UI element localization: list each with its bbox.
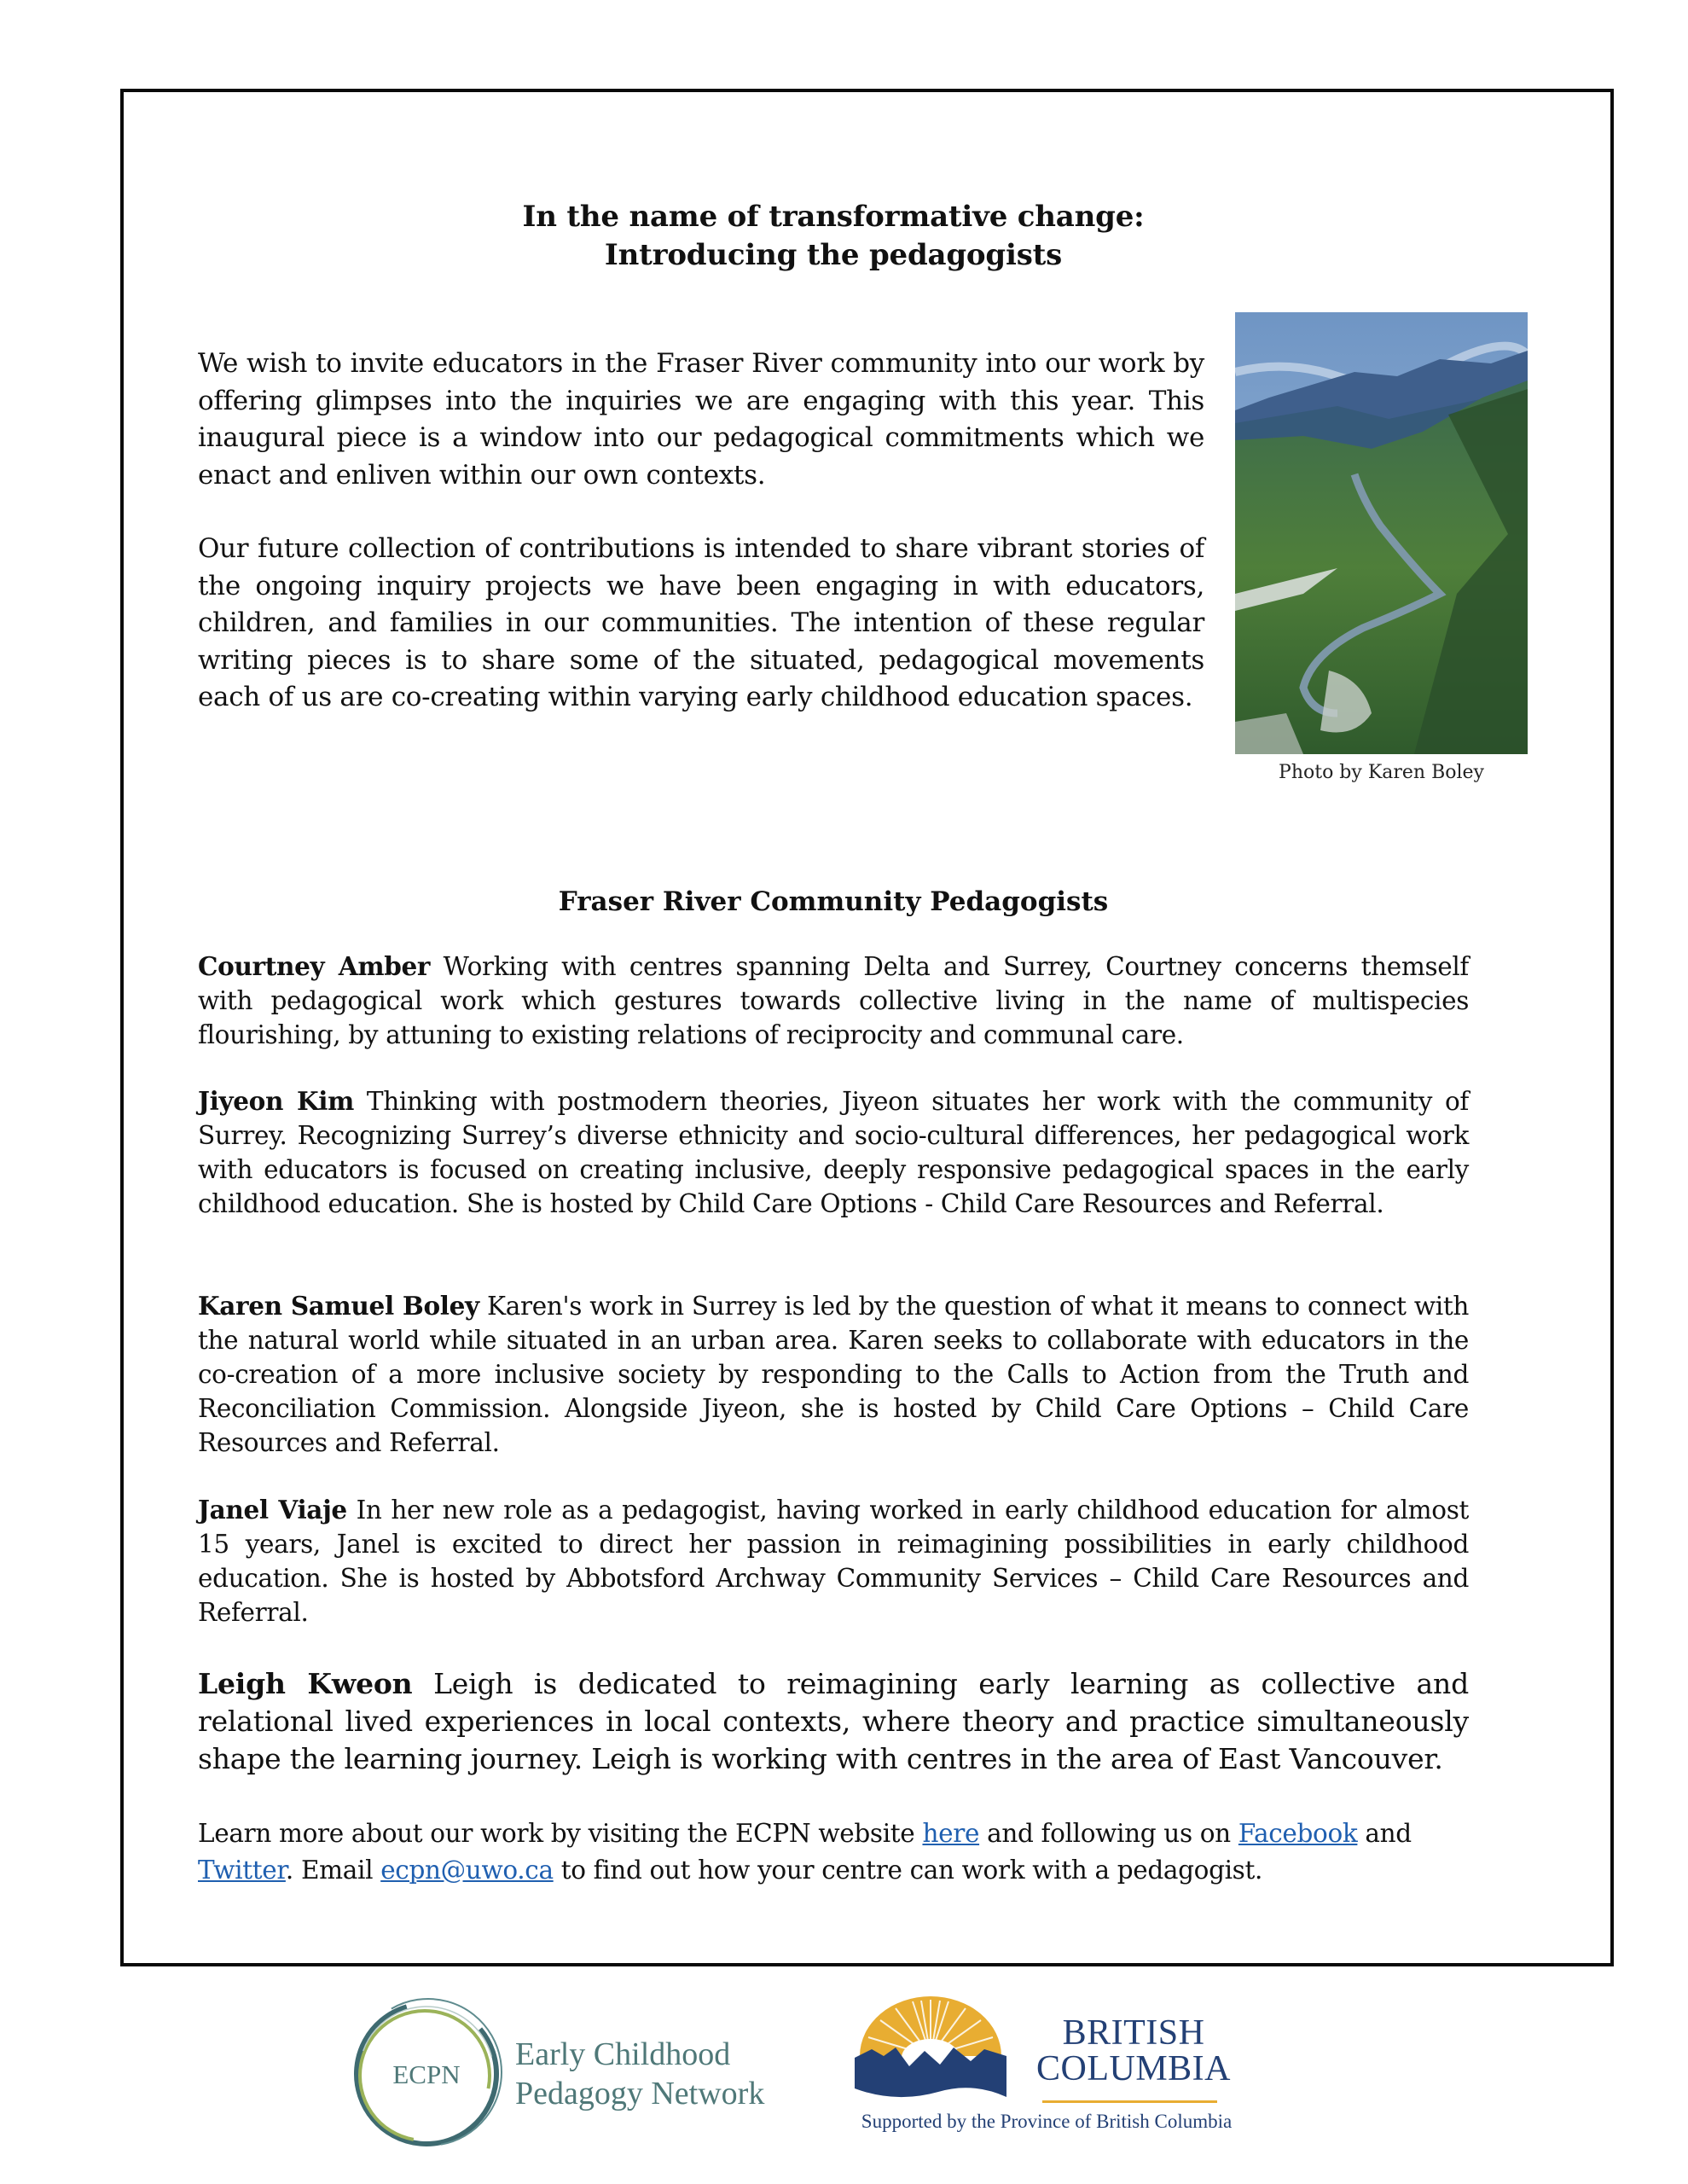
- bc-gold-rule: [1042, 2100, 1217, 2103]
- river-valley-photo: [1235, 312, 1528, 754]
- contact-paragraph: [198, 1815, 1469, 1889]
- bio-leigh-kweon: [198, 1665, 1469, 1778]
- landscape-image-icon: [1235, 312, 1528, 754]
- title-line-1: In the name of transformative change:: [522, 200, 1145, 234]
- bio-janel-viaje: [198, 1493, 1469, 1629]
- bio-jiyeon-kim: [198, 1084, 1469, 1221]
- footer-text: and following us on: [979, 1819, 1238, 1848]
- svg-text:ECPN: ECPN: [392, 2059, 461, 2089]
- pedagogist-name: Leigh Kweon: [198, 1667, 413, 1700]
- pedagogist-bio: In her new role as a pedagogist, having worked in early childhood education for almost 15 years, Janel is excited to direct her passion in reimagining possibilities in early childhood education. She is hosted by Abbotsford Archway Community Services – Child Care Resources and Referral.: [198, 1496, 1469, 1627]
- page-title: [198, 198, 1469, 275]
- pedagogist-bio: Working with centres spanning Delta and Surrey, Courtney concerns themself with pedagogical work which gestures towards collective living in the name of multispecies flourishing, by attuning to existing relations of reciprocity and communal care.: [198, 952, 1470, 1049]
- facebook-link[interactable]: Facebook: [1238, 1819, 1358, 1848]
- ecpn-website-link[interactable]: here: [922, 1819, 980, 1848]
- bc-name-line-2: COLUMBIA: [1035, 2049, 1231, 2088]
- pedagogist-name: Courtney Amber: [198, 951, 431, 981]
- footer-text: Learn more about our work by visiting the ECPN website: [198, 1819, 923, 1848]
- intro-text-2: Our future collection of contributions is intended to share vibrant stories of the ongoing inquiry projects we have been engaging in with educators, children, and families in our communities. The intention of these regular writing pieces is to share some of the situated, pedagogical movements each of us are co-creating within varying early childhood education spaces.: [198, 533, 1204, 712]
- twitter-link[interactable]: Twitter: [198, 1856, 286, 1885]
- intro-text-1: We wish to invite educators in the Fraser River community into our work by offering glimpses into the inquiries we are engaging with this year. This inaugural piece is a window into our pedagogical commitments which we enact and enliven within our own contexts.: [198, 348, 1204, 491]
- pedagogist-bio: Leigh is dedicated to reimagining early learning as collective and relational lived experiences in local contexts, where theory and practice simultaneously shape the learning journey. Leigh is working with centres in the area of East Vancouver.: [198, 1667, 1470, 1775]
- footer-text: and: [1357, 1819, 1412, 1848]
- footer-text: . Email: [285, 1856, 381, 1885]
- intro-paragraph-1: [198, 346, 1204, 494]
- bc-support-text: Supported by the Province of British Columbia: [861, 2111, 1233, 2132]
- footer-text: to find out how your centre can work with a pedagogist.: [553, 1856, 1263, 1885]
- ecpn-name-line-1: Early Childhood: [515, 2036, 731, 2072]
- ecpn-name-line-2: Pedagogy Network: [515, 2076, 765, 2111]
- ecpn-name: [515, 2035, 764, 2113]
- title-line-2: Introducing the pedagogists: [604, 238, 1063, 272]
- bc-sun-mountain-icon: [853, 1996, 1008, 2103]
- bio-karen-samuel-boley: [198, 1289, 1469, 1460]
- section-heading: Fraser River Community Pedagogists: [558, 886, 1109, 917]
- bio-courtney-amber: [198, 950, 1469, 1052]
- pedagogist-bio: Thinking with postmodern theories, Jiyeon situates her work with the community of Surrey. Recognizing Surrey’s diverse ethnicity and socio-cultural differences, her pedagogical work with educators is focused on creating inclusive, deeply responsive pedagogical spaces in the early childhood education. She is hosted by Child Care Options - Child Care Resources and Referral.: [198, 1087, 1470, 1218]
- pedagogist-name: Karen Samuel Boley: [198, 1291, 479, 1321]
- pedagogist-name: Jiyeon Kim: [198, 1086, 354, 1116]
- intro-paragraph-2: [198, 531, 1204, 717]
- ecpn-logo-icon: [345, 1993, 508, 2155]
- pedagogist-bio: Karen's work in Surrey is led by the question of what it means to connect with the natural world while situated in an urban area. Karen seeks to collaborate with educators in the co-creation of a more inclusive society by responding to the Calls to Action from the Truth and Reconciliation Commission. Alongside Jiyeon, she is hosted by Child Care Options – Child Care Resources and Referral.: [198, 1292, 1469, 1457]
- pedagogist-name: Janel Viaje: [198, 1495, 347, 1525]
- bc-wordmark: [1035, 2015, 1232, 2087]
- email-link[interactable]: ecpn@uwo.ca: [380, 1856, 554, 1885]
- bc-name-line-1: BRITISH: [1062, 2013, 1205, 2053]
- photo-caption: Photo by Karen Boley: [1279, 762, 1484, 783]
